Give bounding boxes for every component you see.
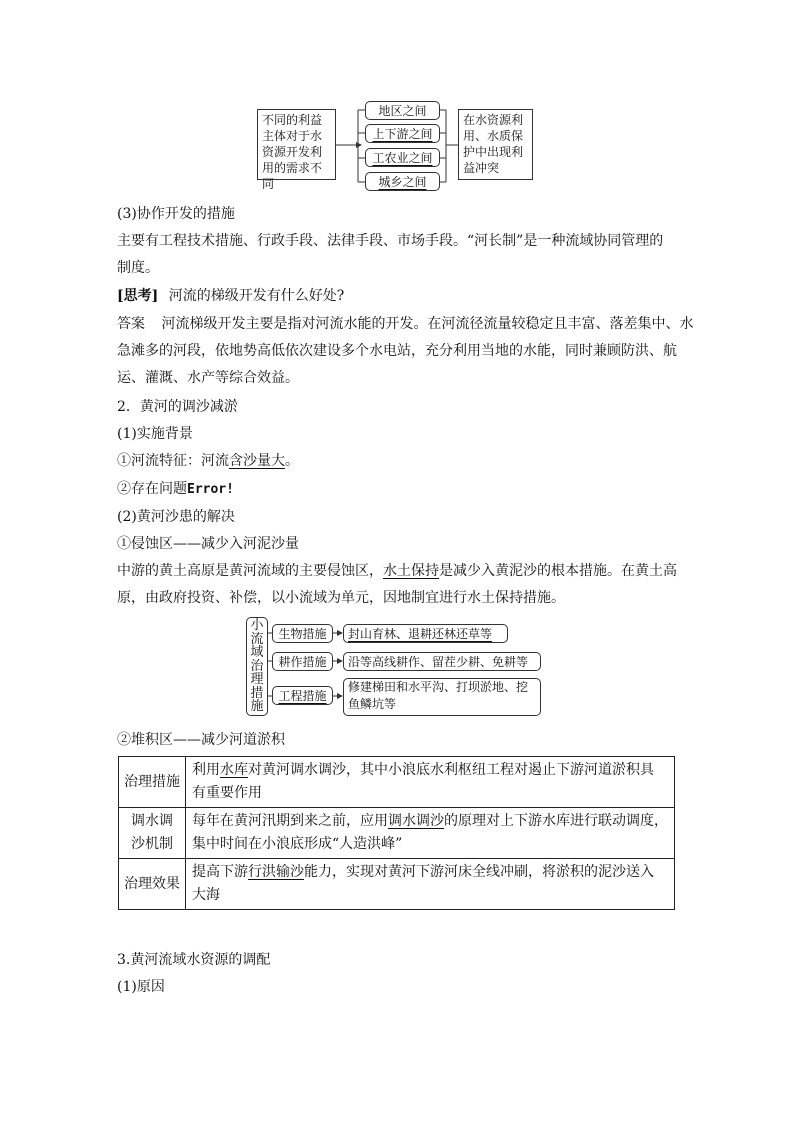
row2-c: 集中时间在小浪底形成“人造洪峰”: [192, 836, 403, 852]
desc-biological-text: 封山育林、退耕还林还草等: [348, 627, 493, 641]
answer-line2: 急滩多的河段，依地势高低依次建设多个水电站，充分利用当地的水能，同时兼顾防洪、航: [117, 343, 677, 359]
row3-head: 治理效果: [119, 859, 186, 910]
row2-key: 调水调沙: [388, 813, 444, 829]
river-feature-suffix: 。: [285, 453, 299, 469]
vchar-4: 治: [250, 658, 264, 674]
table-row: [119, 808, 675, 859]
erosion-para-line2: 原，由政府投资、补偿，以小流域为单元，因地制宜进行水土保持措施。: [117, 590, 565, 606]
desc-engineering: [343, 678, 541, 716]
row3-key: 行洪输沙: [248, 864, 304, 880]
row2-head: [119, 808, 186, 859]
row1-head: 治理措施: [119, 757, 186, 808]
vchar-7: 施: [250, 699, 264, 714]
row2-cell: [186, 808, 675, 859]
measure-tillage-label: 耕作措施: [278, 655, 327, 669]
diagram1-left-text: 不同的利益主体对于水资源开发利用的需求不同: [262, 113, 323, 191]
river-feature-prefix: ①河流特征：河流: [117, 453, 229, 469]
vchar-6: 措: [250, 685, 264, 701]
answer-line3: 运、灌溉、水产等综合效益。: [117, 370, 299, 386]
row2-a: 每年在黄河汛期到来之前，应用: [192, 813, 388, 829]
measure-engineering-label: 工程措施: [278, 689, 327, 703]
measure-tillage: [272, 652, 333, 671]
row1-b: 对黄河调水调沙，其中小浪底水利枢纽工程对遏止下游河道淤积具: [248, 762, 654, 778]
solve-title: (2)黄河沙患的解决: [117, 509, 235, 525]
row1-c: 有重要作用: [192, 785, 262, 801]
row2-head-1: 调水调: [131, 813, 173, 829]
watershed-vertical-box: [246, 617, 268, 716]
table-row: [119, 757, 675, 808]
answer-label: 答案: [117, 316, 145, 332]
row3-b: 能力，实现对黄河下游河床全线冲刷，将淤积的泥沙送入: [304, 864, 654, 880]
row1-cell: [186, 757, 675, 808]
think-label: [思考]: [117, 288, 159, 304]
s2-bg-title: (1)实施背景: [117, 426, 193, 442]
branch-upstream-downstream-label: 上下游之间: [372, 127, 433, 141]
vchar-3: 域: [250, 645, 264, 660]
row3-c: 大海: [192, 887, 220, 903]
sec3-para-line2: 制度。: [117, 260, 159, 276]
governance-table: [118, 756, 675, 910]
row1-key: 水库: [220, 762, 248, 778]
measure-biological: [272, 624, 333, 643]
desc-tillage: [343, 652, 541, 671]
branch-urban-rural-label: 城乡之间: [378, 175, 427, 189]
row3-cell: [186, 859, 675, 910]
sec3-title: (3)协作开发的措施: [117, 206, 235, 222]
vchar-1: 小: [250, 618, 264, 633]
think-question: 河流的梯级开发有什么好处?: [168, 288, 345, 304]
s3-title: 3.黄河流域水资源的调配: [117, 952, 271, 968]
desc-tillage-text: 沿等高线耕作、留茬少耕、免耕等: [348, 655, 529, 669]
erosion-title: ①侵蚀区——减少入河泥沙量: [117, 536, 299, 552]
answer-text-1: 河流梯级开发主要是指对河流水能的开发。在河流径流量较稳定且丰富、落差集中、水: [161, 316, 694, 332]
problem-prefix: ②存在问题: [117, 481, 187, 497]
s3-sub: (1)原因: [117, 979, 165, 995]
vchar-2: 流: [250, 631, 264, 647]
desc-biological: [343, 624, 508, 643]
diagram1-right-text: 在水资源利用、水质保护中出现利益冲突: [463, 113, 524, 175]
sec3-para-line1: 主要有工程技术措施、行政手段、法律手段、市场手段。“河长制”是一种流域协同管理的: [117, 233, 664, 249]
row3-a: 提高下游: [192, 864, 248, 880]
river-feature-key: 含沙量大: [229, 453, 285, 469]
vchar-5: 理: [250, 672, 264, 687]
erosion-p1-key: 水土保持: [383, 563, 439, 579]
erosion-p1-b: 是减少入黄泥沙的根本措施。在黄土高: [439, 563, 677, 579]
measure-biological-label: 生物措施: [278, 627, 327, 641]
problem-error: Error!: [187, 482, 234, 497]
row1-a: 利用: [192, 762, 220, 778]
desc-engineering-line1: 修建梯田和水平沟、打坝淤地、挖: [348, 680, 529, 694]
erosion-p1-a: 中游的黄土高原是黄河流域的主要侵蚀区，: [117, 563, 383, 579]
s2-title: 2．黄河的调沙减淤: [117, 399, 238, 415]
desc-engineering-line2: 鱼鳞坑等: [348, 697, 397, 711]
branch-region-label: 地区之间: [378, 104, 427, 118]
table-row: [119, 859, 675, 910]
row2-b: 的原理对上下游水库进行联动调度，: [444, 813, 668, 829]
row2-head-2: 沙机制: [131, 836, 173, 852]
measure-engineering: [272, 686, 333, 705]
branch-industry-agriculture-label: 工农业之间: [372, 151, 433, 165]
deposit-title: ②堆积区——减少河道淤积: [117, 732, 285, 748]
